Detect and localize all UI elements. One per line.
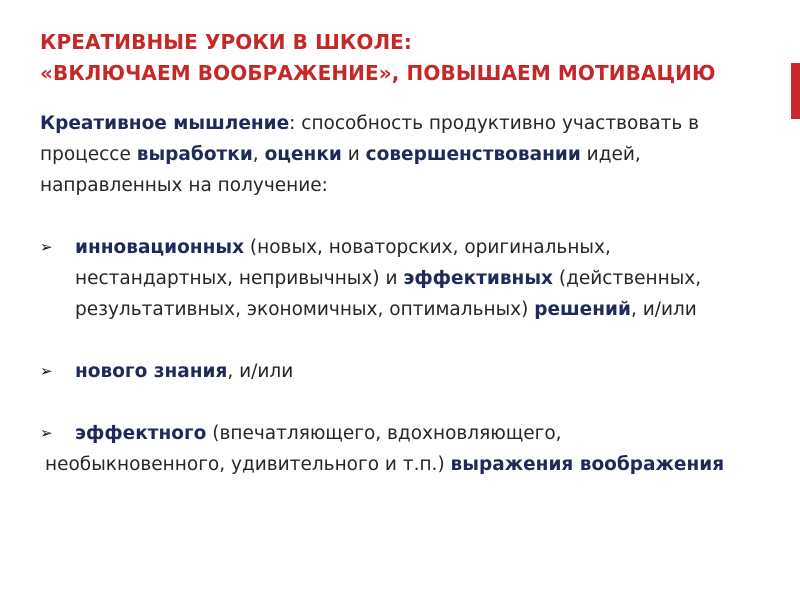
arrow-bullet-icon: ➢: [40, 424, 53, 442]
arrow-bullet-icon: ➢: [40, 238, 53, 256]
red-accent-bar: [791, 63, 800, 119]
bullet-item-expression: ➢ эффектного (впечатляющего, вдохновляющего, необыкновенного, удивительного и т.п.) выражения воображения: [40, 418, 740, 480]
definition-paragraph: Креативное мышление: способность продуктивно участвовать в процессе выработки, оценки и совершенствовании идей, направленных на получение:: [40, 113, 700, 196]
bullet-item-knowledge: ➢ нового знания, и/или: [40, 356, 740, 387]
definition-term: Креативное мышление: [40, 113, 290, 134]
slide-title: [40, 27, 770, 89]
bullet-item-solutions: ➢ инновационных (новых, новаторских, оригинальных, нестандартных, непривычных) и эффективных (действенных, результативных, экономичных, оптимальных) решений, и/или: [40, 232, 740, 325]
title-line-1: КРЕАТИВНЫЕ УРОКИ В ШКОЛЕ:: [40, 30, 413, 54]
slide-body: [40, 108, 740, 480]
arrow-bullet-icon: ➢: [40, 362, 53, 380]
title-line-2: «ВКЛЮЧАЕМ ВООБРАЖЕНИЕ», ПОВЫШАЕМ МОТИВАЦИЮ: [40, 61, 716, 85]
